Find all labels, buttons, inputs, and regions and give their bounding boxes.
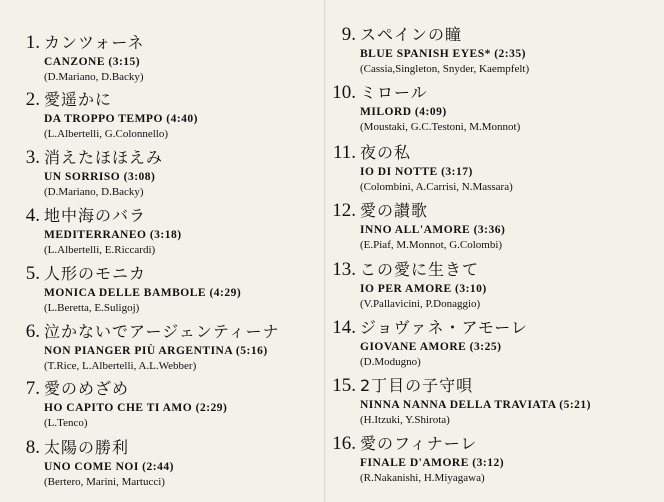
track-number: 13.: [332, 259, 356, 280]
track-title-duration: DA TROPPO TEMPO (4:40): [44, 113, 199, 125]
track-entry: [336, 22, 529, 77]
track-heading: [332, 373, 591, 397]
track-credits: (V.Pallavicini, P.Donaggio): [360, 298, 481, 310]
track-title-duration: IO PER AMORE (3:10): [360, 283, 487, 295]
track-heading: [20, 319, 280, 343]
track-entry: [20, 87, 198, 142]
track-entry: [20, 261, 241, 316]
track-entry: [332, 257, 487, 312]
track-title-duration: NON PIANGER PIÙ ARGENTINA (5:16): [44, 345, 268, 357]
track-credits: (D.Modugno): [360, 356, 421, 368]
track-credits: (L.Tenco): [44, 417, 88, 429]
track-title-duration: CANZONE (3:15): [44, 56, 141, 68]
track-title-duration: UN SORRISO (3:08): [44, 171, 156, 183]
track-heading: [20, 435, 174, 459]
track-japanese-title: この愛に生きて: [360, 260, 480, 279]
track-japanese-title: ジョヴァネ・アモーレ: [360, 318, 528, 337]
track-credits: (Cassia,Singleton, Snyder, Kaempfelt): [360, 63, 530, 75]
track-number: 1.: [25, 32, 40, 53]
track-entry: [20, 319, 280, 374]
track-title-duration: MILORD (4:09): [360, 106, 447, 118]
track-heading: [332, 257, 487, 281]
track-entry: [332, 431, 505, 486]
page-fold: [324, 0, 326, 502]
track-entry: [20, 203, 182, 258]
track-number: 10.: [332, 82, 356, 103]
track-heading: [20, 145, 163, 169]
track-credits: (Moustaki, G.C.Testoni, M.Monnot): [360, 121, 521, 133]
track-credits: (Bertero, Marini, Martucci): [44, 476, 165, 488]
track-credits: (L.Albertelli, E.Riccardi): [44, 244, 156, 256]
track-heading: [332, 198, 505, 222]
track-japanese-title: 愛の讃歌: [360, 201, 429, 220]
track-number: 16.: [332, 433, 356, 454]
track-japanese-title: スペインの瞳: [360, 25, 463, 44]
track-title-duration: IO DI NOTTE (3:17): [360, 166, 473, 178]
track-heading: [20, 87, 198, 111]
track-japanese-title: 2丁目の子守唄: [360, 376, 474, 395]
track-entry: [20, 435, 174, 490]
track-japanese-title: 地中海のバラ: [44, 206, 147, 225]
track-credits: (H.Itzuki, Y.Shirota): [360, 414, 450, 426]
track-number: 4.: [25, 205, 40, 226]
track-title-duration: BLUE SPANISH EYES* (2:35): [360, 48, 526, 60]
track-japanese-title: 愛のフィナーレ: [360, 434, 478, 453]
track-entry: [20, 145, 163, 200]
track-heading: [332, 140, 513, 164]
track-heading: [20, 203, 182, 227]
track-entry: [332, 373, 591, 428]
track-title-duration: UNO COME NOI (2:44): [44, 461, 174, 473]
track-heading: [20, 30, 145, 54]
track-japanese-title: ミロール: [360, 83, 428, 102]
track-title-duration: HO CAPITO CHE TI AMO (2:29): [44, 402, 228, 414]
track-credits: (Colombini, A.Carrisi, N.Massara): [360, 181, 513, 193]
track-japanese-title: カンツォーネ: [44, 33, 145, 52]
track-title-duration: MEDITERRANEO (3:18): [44, 229, 182, 241]
track-number: 14.: [332, 317, 356, 338]
track-credits: (R.Nakanishi, H.Miyagawa): [360, 472, 485, 484]
track-japanese-title: 泣かないでアージェンティーナ: [44, 322, 280, 341]
track-heading: [20, 376, 227, 400]
track-japanese-title: 愛のめざめ: [44, 379, 130, 398]
track-number: 7.: [25, 378, 40, 399]
track-number: 8.: [25, 437, 40, 458]
track-japanese-title: 人形のモニカ: [44, 264, 147, 283]
track-number: 12.: [332, 200, 356, 221]
track-number: 2.: [25, 89, 40, 110]
track-credits: (L.Beretta, E.Suligoj): [44, 302, 140, 314]
track-entry: [332, 140, 513, 195]
track-title-duration: GIOVANE AMORE (3:25): [360, 341, 502, 353]
track-credits: (D.Mariano, D.Backy): [44, 71, 144, 83]
track-number: 15.: [332, 375, 356, 396]
track-heading: [20, 261, 241, 285]
track-heading: [336, 22, 529, 46]
track-credits: (T.Rice, L.Albertelli, A.L.Webber): [44, 360, 197, 372]
track-heading: [332, 431, 504, 455]
track-title-duration: INNO ALL'AMORE (3:36): [360, 224, 506, 236]
track-entry: [332, 80, 521, 135]
track-credits: (L.Albertelli, G.Colonnello): [44, 128, 169, 140]
track-entry: [20, 376, 227, 431]
track-number: 9.: [341, 24, 356, 45]
track-number: 6.: [25, 321, 40, 342]
track-number: 11.: [332, 142, 356, 163]
track-title-duration: MONICA DELLE BAMBOLE (4:29): [44, 287, 242, 299]
track-title-duration: NINNA NANNA DELLA TRAVIATA (5:21): [360, 399, 591, 411]
track-heading: [332, 80, 520, 104]
track-heading: [332, 315, 528, 339]
track-credits: (D.Mariano, D.Backy): [44, 186, 144, 198]
track-entry: [332, 198, 506, 253]
track-credits: (E.Piaf, M.Monnot, G.Colombi): [360, 239, 503, 251]
track-number: 5.: [25, 263, 40, 284]
track-japanese-title: 消えたほほえみ: [44, 148, 164, 167]
track-title-duration: FINALE D'AMORE (3:12): [360, 457, 505, 469]
track-japanese-title: 夜の私: [360, 143, 412, 162]
track-japanese-title: 太陽の勝利: [44, 438, 130, 457]
track-number: 3.: [25, 147, 40, 168]
track-entry: [332, 315, 528, 370]
track-entry: [20, 30, 145, 85]
track-japanese-title: 愛遥かに: [44, 90, 113, 109]
